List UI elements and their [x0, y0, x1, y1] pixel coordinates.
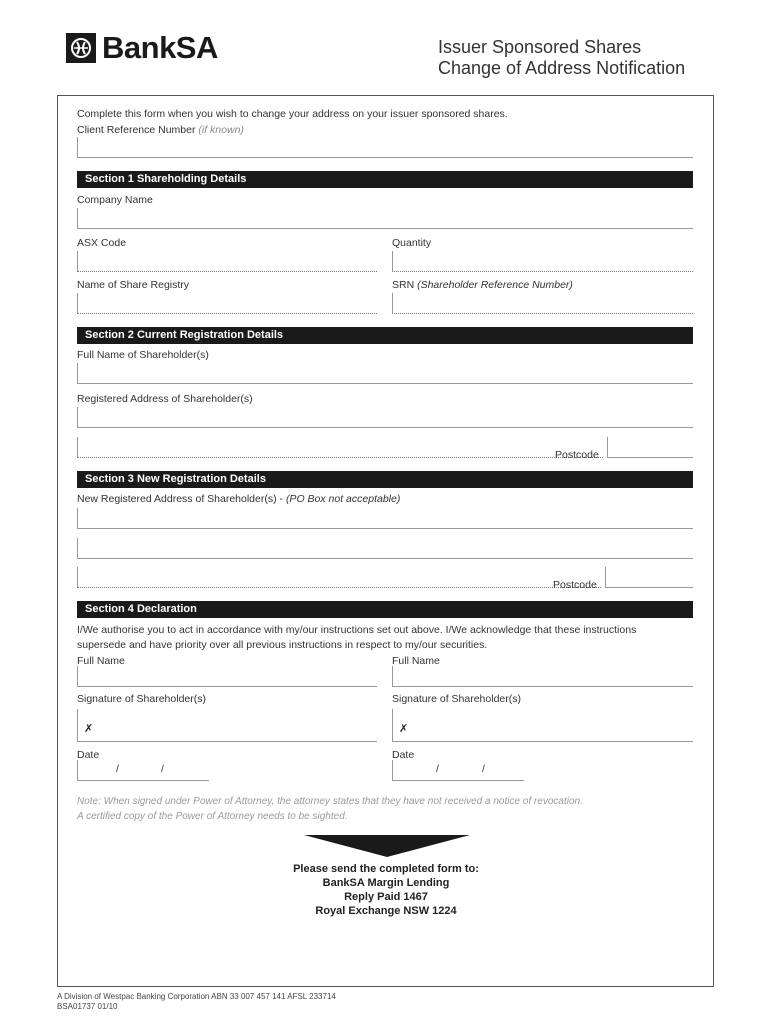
- logo-text: BankSA: [102, 30, 218, 65]
- title-line2: Change of Address Notification: [438, 58, 686, 78]
- company-name-label: Company Name: [77, 194, 153, 206]
- full-name-shareholder-label: Full Name of Shareholder(s): [77, 349, 209, 361]
- new-address-hint: (PO Box not acceptable): [285, 493, 401, 505]
- signature-box-2[interactable]: [392, 709, 693, 742]
- client-ref-hint: (if known): [198, 124, 244, 136]
- current-postcode-input[interactable]: [607, 437, 693, 458]
- footer-form-code: BSA01737 01/10: [57, 1002, 118, 1011]
- full-name-label-2: Full Name: [392, 655, 440, 667]
- section2-heading: Section 2 Current Registration Details: [77, 327, 693, 344]
- signature-label-1: Signature of Shareholder(s): [77, 693, 206, 705]
- new-address-input-line3[interactable]: [77, 567, 601, 588]
- quantity-label: Quantity: [392, 237, 432, 249]
- full-name-input-1[interactable]: [77, 666, 377, 687]
- signature-box-1[interactable]: [77, 709, 377, 742]
- new-postcode-label: Postcode: [553, 579, 597, 591]
- section1-heading: Section 1 Shareholding Details: [77, 171, 693, 188]
- current-postcode-label: Postcode: [555, 449, 599, 461]
- banksa-emblem-icon: [66, 33, 96, 63]
- sign-here-icon: ✗: [399, 723, 409, 735]
- intro-text: Complete this form when you wish to change your address on your issuer sponsored shares.: [77, 108, 508, 120]
- srn-hint: (Shareholder Reference Number): [417, 279, 573, 291]
- new-address-input-line2[interactable]: [77, 538, 693, 559]
- asx-code-label: ASX Code: [77, 237, 127, 249]
- srn-label: SRN (Shareholder Reference Number): [392, 279, 573, 291]
- declaration-line1: I/We authorise you to act in accordance with my/our instructions set out above. I/We acknowledge that these instructions: [77, 624, 637, 636]
- registered-address-input-line1[interactable]: [77, 407, 693, 428]
- full-name-shareholder-input[interactable]: [77, 363, 693, 384]
- share-registry-label: Name of Share Registry: [77, 279, 190, 291]
- client-ref-input[interactable]: [77, 137, 693, 158]
- full-name-label-1: Full Name: [77, 655, 125, 667]
- full-name-input-2[interactable]: [392, 666, 693, 687]
- date-label-2: Date: [392, 749, 415, 761]
- down-arrow-icon: [304, 835, 470, 857]
- date-separator: /: [116, 763, 119, 775]
- date-separator: /: [161, 763, 164, 775]
- client-ref-label: Client Reference Number (if known): [77, 124, 244, 136]
- date-input-2[interactable]: [392, 760, 524, 781]
- date-separator: /: [436, 763, 439, 775]
- attorney-note: Note: When signed under Power of Attorney, the attorney states that they have not received a notice of revocation. A certified copy of the Power of Attorney needs to be sighted.: [77, 796, 583, 822]
- share-registry-input[interactable]: [77, 293, 377, 314]
- new-postcode-input[interactable]: [605, 567, 693, 588]
- form-title: [438, 37, 685, 79]
- company-name-input[interactable]: [77, 208, 693, 229]
- signature-label-2: Signature of Shareholder(s): [392, 693, 521, 705]
- srn-input[interactable]: [392, 293, 693, 314]
- asx-code-input[interactable]: [77, 251, 377, 272]
- footer-legal: A Division of Westpac Banking Corporation ABN 33 007 457 141 AFSL 233714: [57, 992, 336, 1001]
- date-label-1: Date: [77, 749, 100, 761]
- quantity-input[interactable]: [392, 251, 693, 272]
- registered-address-label: Registered Address of Shareholder(s): [77, 393, 253, 405]
- sign-here-icon: ✗: [84, 723, 94, 735]
- title-line1: Issuer Sponsored Shares: [438, 37, 642, 57]
- date-input-1[interactable]: [77, 760, 209, 781]
- banksa-logo: [66, 30, 218, 65]
- declaration-line2: supersede and have priority over all previous instructions in respect to my/our securities.: [77, 639, 488, 651]
- send-to-address: Please send the completed form to: BankSA Margin Lending Reply Paid 1467 Royal Exchange NSW 1224: [293, 863, 479, 917]
- registered-address-input-line2[interactable]: [77, 437, 603, 458]
- new-address-input-line1[interactable]: [77, 508, 693, 529]
- section4-heading: Section 4 Declaration: [77, 601, 693, 618]
- section3-heading: Section 3 New Registration Details: [77, 471, 693, 488]
- date-separator: /: [482, 763, 485, 775]
- new-address-label: New Registered Address of Shareholder(s) - (PO Box not acceptable): [77, 493, 401, 505]
